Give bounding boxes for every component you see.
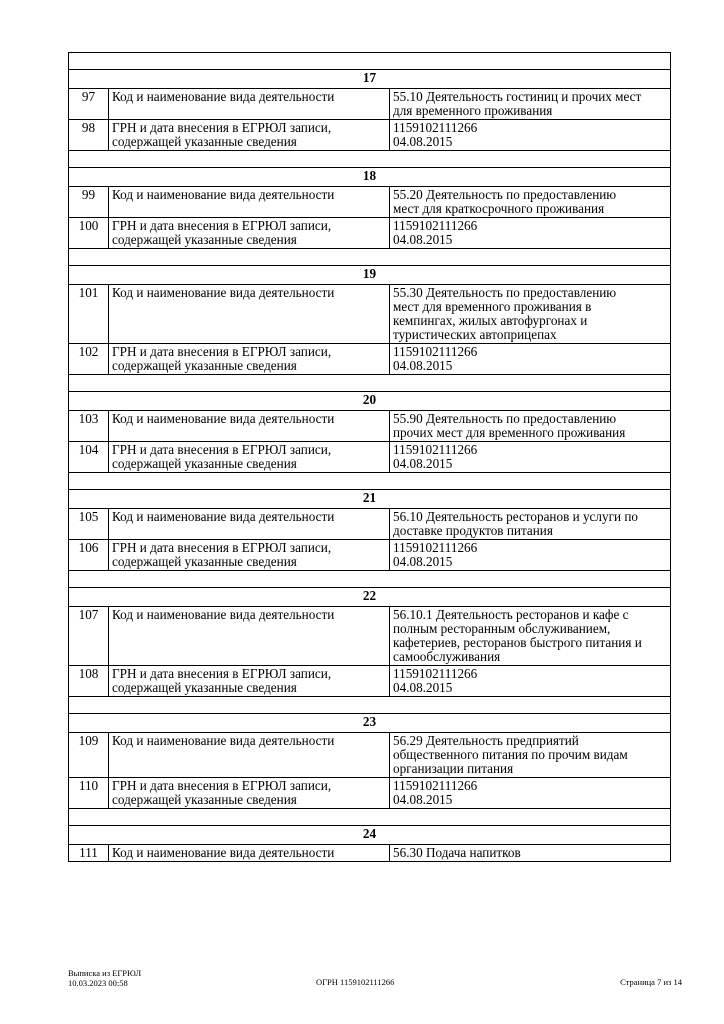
field-value-line: 04.08.2015	[393, 554, 453, 569]
row-number: 102	[69, 344, 109, 375]
field-name-line: содержащей указанные сведения	[112, 232, 297, 247]
table-row	[69, 89, 671, 120]
field-value	[390, 411, 671, 442]
field-value-line: полным ресторанным обслуживанием,	[393, 621, 611, 636]
section-spacer	[69, 571, 671, 588]
field-name-line: Код и наименование вида деятельности	[112, 607, 335, 622]
field-value	[390, 442, 671, 473]
section-number: 18	[69, 168, 671, 187]
field-name	[109, 778, 390, 809]
section-number: 24	[69, 826, 671, 845]
table-row	[69, 285, 671, 344]
row-number: 109	[69, 733, 109, 778]
table-row	[69, 344, 671, 375]
row-number: 98	[69, 120, 109, 151]
field-value	[390, 607, 671, 666]
field-name	[109, 344, 390, 375]
field-name	[109, 540, 390, 571]
section-header	[69, 266, 671, 285]
field-name-line: ГРН и дата внесения в ЕГРЮЛ записи,	[112, 344, 332, 359]
field-name	[109, 218, 390, 249]
field-value-line: 1159102111266	[393, 778, 478, 793]
table-row	[69, 778, 671, 809]
field-value-line: мест для временного проживания в	[393, 299, 592, 314]
field-value-line: 1159102111266	[393, 666, 478, 681]
field-value	[390, 187, 671, 218]
field-name	[109, 733, 390, 778]
field-name	[109, 89, 390, 120]
spacer-cell	[69, 809, 671, 826]
row-number: 105	[69, 509, 109, 540]
field-name-line: ГРН и дата внесения в ЕГРЮЛ записи,	[112, 120, 332, 135]
table-row	[69, 733, 671, 778]
field-value-line: 04.08.2015	[393, 792, 453, 807]
section-header	[69, 826, 671, 845]
field-value-line: 56.29 Деятельность предприятий	[393, 733, 579, 748]
footer-doc-title: Выписка из ЕГРЮЛ	[68, 968, 142, 978]
field-name-line: ГРН и дата внесения в ЕГРЮЛ записи,	[112, 778, 332, 793]
field-name	[109, 442, 390, 473]
section-spacer	[69, 697, 671, 714]
field-value	[390, 778, 671, 809]
row-number: 97	[69, 89, 109, 120]
field-value-line: 56.30 Подача напитков	[393, 845, 521, 860]
field-value	[390, 344, 671, 375]
field-value	[390, 733, 671, 778]
table-row	[69, 411, 671, 442]
field-name	[109, 509, 390, 540]
row-number: 108	[69, 666, 109, 697]
field-value-line: 04.08.2015	[393, 134, 453, 149]
field-name-line: содержащей указанные сведения	[112, 792, 297, 807]
section-spacer	[69, 249, 671, 266]
row-number: 106	[69, 540, 109, 571]
field-name-line: Код и наименование вида деятельности	[112, 509, 335, 524]
spacer-cell	[69, 473, 671, 490]
table-row	[69, 187, 671, 218]
field-value-line: 1159102111266	[393, 344, 478, 359]
field-name-line: содержащей указанные сведения	[112, 456, 297, 471]
spacer-cell	[69, 53, 671, 70]
row-number: 100	[69, 218, 109, 249]
section-header	[69, 168, 671, 187]
field-name	[109, 285, 390, 344]
field-name	[109, 187, 390, 218]
spacer-cell	[69, 249, 671, 266]
field-value-line: 1159102111266	[393, 442, 478, 457]
field-name-line: Код и наименование вида деятельности	[112, 89, 335, 104]
section-spacer	[69, 375, 671, 392]
spacer-cell	[69, 375, 671, 392]
section-header	[69, 714, 671, 733]
field-name	[109, 120, 390, 151]
section-header	[69, 588, 671, 607]
spacer-cell	[69, 151, 671, 168]
field-name	[109, 666, 390, 697]
field-value	[390, 285, 671, 344]
spacer-cell	[69, 697, 671, 714]
table-row	[69, 540, 671, 571]
document-body	[68, 52, 670, 862]
row-number: 107	[69, 607, 109, 666]
table-row	[69, 607, 671, 666]
table-row	[69, 845, 671, 862]
row-number: 99	[69, 187, 109, 218]
field-name	[109, 411, 390, 442]
field-value	[390, 666, 671, 697]
table-row	[69, 666, 671, 697]
field-value-line: самообслуживания	[393, 649, 501, 664]
field-value-line: 1159102111266	[393, 218, 478, 233]
section-number: 17	[69, 70, 671, 89]
field-name-line: Код и наименование вида деятельности	[112, 285, 335, 300]
field-name-line: Код и наименование вида деятельности	[112, 411, 335, 426]
field-value-line: мест для краткосрочного проживания	[393, 201, 605, 216]
row-number: 104	[69, 442, 109, 473]
field-name-line: содержащей указанные сведения	[112, 554, 297, 569]
field-value-line: туристических автоприцепах	[393, 327, 557, 342]
field-value-line: доставке продуктов питания	[393, 523, 553, 538]
activities-table	[68, 52, 671, 862]
field-name-line: Код и наименование вида деятельности	[112, 187, 335, 202]
section-number: 23	[69, 714, 671, 733]
field-value-line: 04.08.2015	[393, 358, 453, 373]
field-value	[390, 845, 671, 862]
field-value-line: 04.08.2015	[393, 680, 453, 695]
footer-page-number: Страница 7 из 14	[620, 977, 682, 987]
field-name	[109, 607, 390, 666]
section-header	[69, 490, 671, 509]
field-value-line: 55.30 Деятельность по предоставлению	[393, 285, 617, 300]
field-value-line: 56.10 Деятельность ресторанов и услуги по	[393, 509, 638, 524]
field-name	[109, 845, 390, 862]
section-number: 21	[69, 490, 671, 509]
field-value-line: кафетериев, ресторанов быстрого питания и	[393, 635, 642, 650]
table-row	[69, 442, 671, 473]
field-value-line: 1159102111266	[393, 540, 478, 555]
section-spacer	[69, 151, 671, 168]
row-number: 103	[69, 411, 109, 442]
field-value-line: 55.90 Деятельность по предоставлению	[393, 411, 617, 426]
field-value	[390, 89, 671, 120]
field-name-line: содержащей указанные сведения	[112, 134, 297, 149]
spacer-cell	[69, 571, 671, 588]
field-value-line: 04.08.2015	[393, 232, 453, 247]
field-value-line: 55.10 Деятельность гостиниц и прочих мест	[393, 89, 642, 104]
field-name-line: содержащей указанные сведения	[112, 358, 297, 373]
field-name-line: Код и наименование вида деятельности	[112, 733, 335, 748]
field-value-line: кемпингах, жилых автофургонах и	[393, 313, 588, 328]
field-name-line: ГРН и дата внесения в ЕГРЮЛ записи,	[112, 218, 332, 233]
section-number: 20	[69, 392, 671, 411]
field-value-line: 55.20 Деятельность по предоставлению	[393, 187, 617, 202]
field-value-line: прочих мест для временного проживания	[393, 425, 626, 440]
row-number: 101	[69, 285, 109, 344]
row-number: 110	[69, 778, 109, 809]
table-row	[69, 218, 671, 249]
field-value-line: для временного проживания	[393, 103, 553, 118]
footer-doc-info	[68, 968, 141, 988]
section-spacer	[69, 473, 671, 490]
field-value	[390, 218, 671, 249]
section-number: 22	[69, 588, 671, 607]
field-value	[390, 509, 671, 540]
section-spacer	[69, 53, 671, 70]
field-value	[390, 540, 671, 571]
row-number: 111	[69, 845, 109, 862]
table-row	[69, 120, 671, 151]
field-value	[390, 120, 671, 151]
field-name-line: Код и наименование вида деятельности	[112, 845, 335, 860]
section-number: 19	[69, 266, 671, 285]
field-value-line: 04.08.2015	[393, 456, 453, 471]
section-spacer	[69, 809, 671, 826]
field-name-line: ГРН и дата внесения в ЕГРЮЛ записи,	[112, 540, 332, 555]
field-value-line: 56.10.1 Деятельность ресторанов и кафе с	[393, 607, 629, 622]
field-value-line: организации питания	[393, 761, 514, 776]
section-header	[69, 392, 671, 411]
section-header	[69, 70, 671, 89]
field-value-line: общественного питания по прочим видам	[393, 747, 628, 762]
field-name-line: содержащей указанные сведения	[112, 680, 297, 695]
field-name-line: ГРН и дата внесения в ЕГРЮЛ записи,	[112, 442, 332, 457]
footer-datetime: 10.03.2023 00:58	[68, 978, 128, 988]
footer-ogrn: ОГРН 1159102111266	[316, 977, 395, 987]
field-name-line: ГРН и дата внесения в ЕГРЮЛ записи,	[112, 666, 332, 681]
table-row	[69, 509, 671, 540]
field-value-line: 1159102111266	[393, 120, 478, 135]
